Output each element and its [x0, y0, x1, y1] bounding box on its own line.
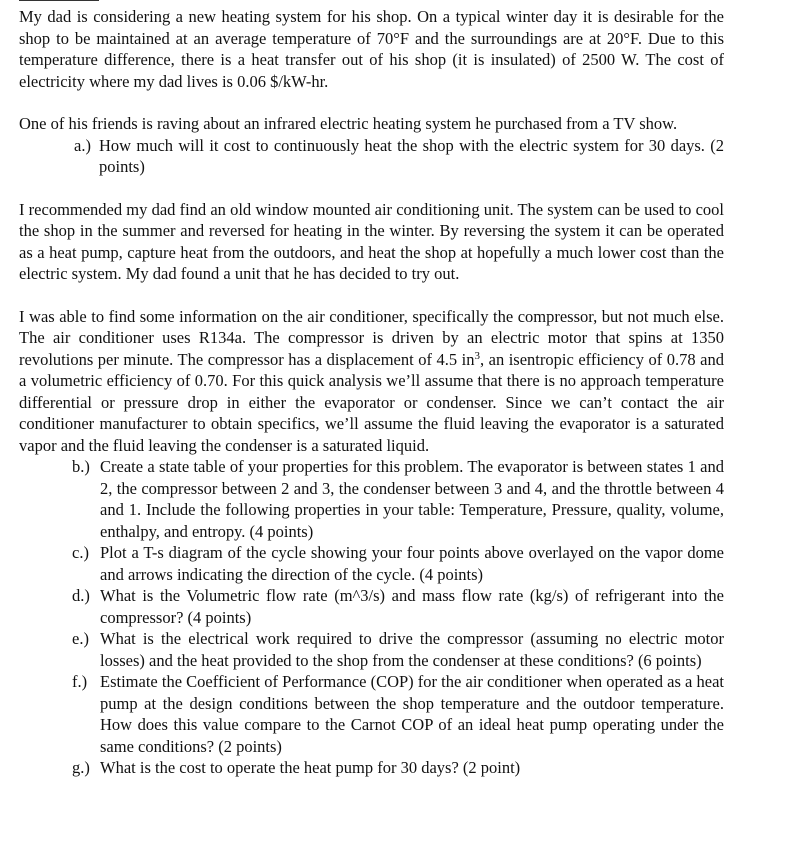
paragraph-4	[19, 306, 724, 457]
question-label: g.)	[72, 758, 90, 777]
question-label: e.)	[72, 629, 89, 648]
question-text: Plot a T-s diagram of the cycle showing your four points above overlayed on the vapor dome and arrows indicating the direction of the cycle. (4 points)	[100, 543, 724, 584]
intro-paragraph-2: One of his friends is raving about an infrared electric heating system he purchased from a TV show.	[19, 114, 678, 133]
question-item	[19, 585, 724, 628]
question-text: What is the Volumetric flow rate (m^3/s) and mass flow rate (kg/s) of refrigerant into the compressor? (4 points)	[100, 586, 724, 627]
question-item	[19, 628, 724, 671]
question-item	[19, 671, 724, 757]
question-a-label: a.)	[74, 135, 91, 155]
problem-document	[19, 0, 724, 779]
paragraph-4-text-b: , an isentropic efficiency of 0.78 and a volumetric efficiency of 0.70. For this quick analysis we’ll assume that there is no approach temperature differential or pressure drop in either the evaporator or condenser. Since we can’t contact the air conditioner manufacturer to obtain specifics, we’ll assume the fluid leaving the evaporator is a saturated vapor and the fluid leaving the condenser is a saturated liquid.	[19, 349, 724, 455]
question-label: b.)	[72, 457, 90, 476]
spacer	[19, 178, 724, 199]
spacer	[19, 285, 724, 306]
question-a-list	[19, 135, 724, 178]
question-a	[19, 135, 724, 178]
intro-paragraph-1: My dad is considering a new heating system for his shop. On a typical winter day it is desirable for the shop to be maintained at an average temperature of 70°F and the surroundings are at 20°F. Due to this temperature difference, there is a heat transfer out of his shop (it is insulated) of 2500 W. The cost of electricity where my dad lives is 0.06 $/kW-hr.	[19, 7, 724, 91]
question-item	[19, 757, 724, 779]
question-a-text: How much will it cost to continuously heat the shop with the electric system for 30 days. (2 points)	[99, 135, 724, 176]
question-item	[19, 456, 724, 542]
question-label: d.)	[72, 586, 90, 605]
question-list	[19, 456, 724, 779]
question-item	[19, 542, 724, 585]
question-text: What is the electrical work required to drive the compressor (assuming no electric motor losses) and the heat provided to the shop from the condenser at these conditions? (6 points)	[100, 629, 724, 670]
spacer	[19, 92, 724, 113]
question-label: c.)	[72, 543, 89, 562]
question-text: Estimate the Coefficient of Performance (COP) for the air conditioner when operated as a heat pump at the design conditions between the shop temperature and the outdoor temperature. How does this value compare to the Carnot COP of an ideal heat pump operating under the same conditions? (2 points)	[100, 672, 724, 756]
question-text: Create a state table of your properties for this problem. The evaporator is between states 1 and 2, the compressor between 2 and 3, the condenser between 3 and 4, and the throttle between 4 and 1. Include the following properties in your table: Temperature, Pressure, quality, volume, enthalpy, and entropy. (4 points)	[100, 457, 724, 541]
question-text: What is the cost to operate the heat pump for 30 days? (2 point)	[100, 758, 521, 777]
paragraph-3: I recommended my dad find an old window mounted air conditioning unit. The system can be used to cool the shop in the summer and reversed for heating in the winter. By reversing the system it can be operated as a heat pump, capture heat from the outdoors, and heat the shop at hopefully a much lower cost than the electric system. My dad found a unit that he has decided to try out.	[19, 199, 724, 283]
question-label: f.)	[72, 672, 88, 691]
paragraph-4-text-a: I was able to find some information on the air conditioner, specifically the compressor, but not much else. The air conditioner uses R134a. The compressor is driven by an electric motor that spins at 1350 revolutions per minute. The compressor has a displacement of 4.5 in	[19, 306, 724, 369]
superscript-3: 3	[474, 349, 480, 362]
